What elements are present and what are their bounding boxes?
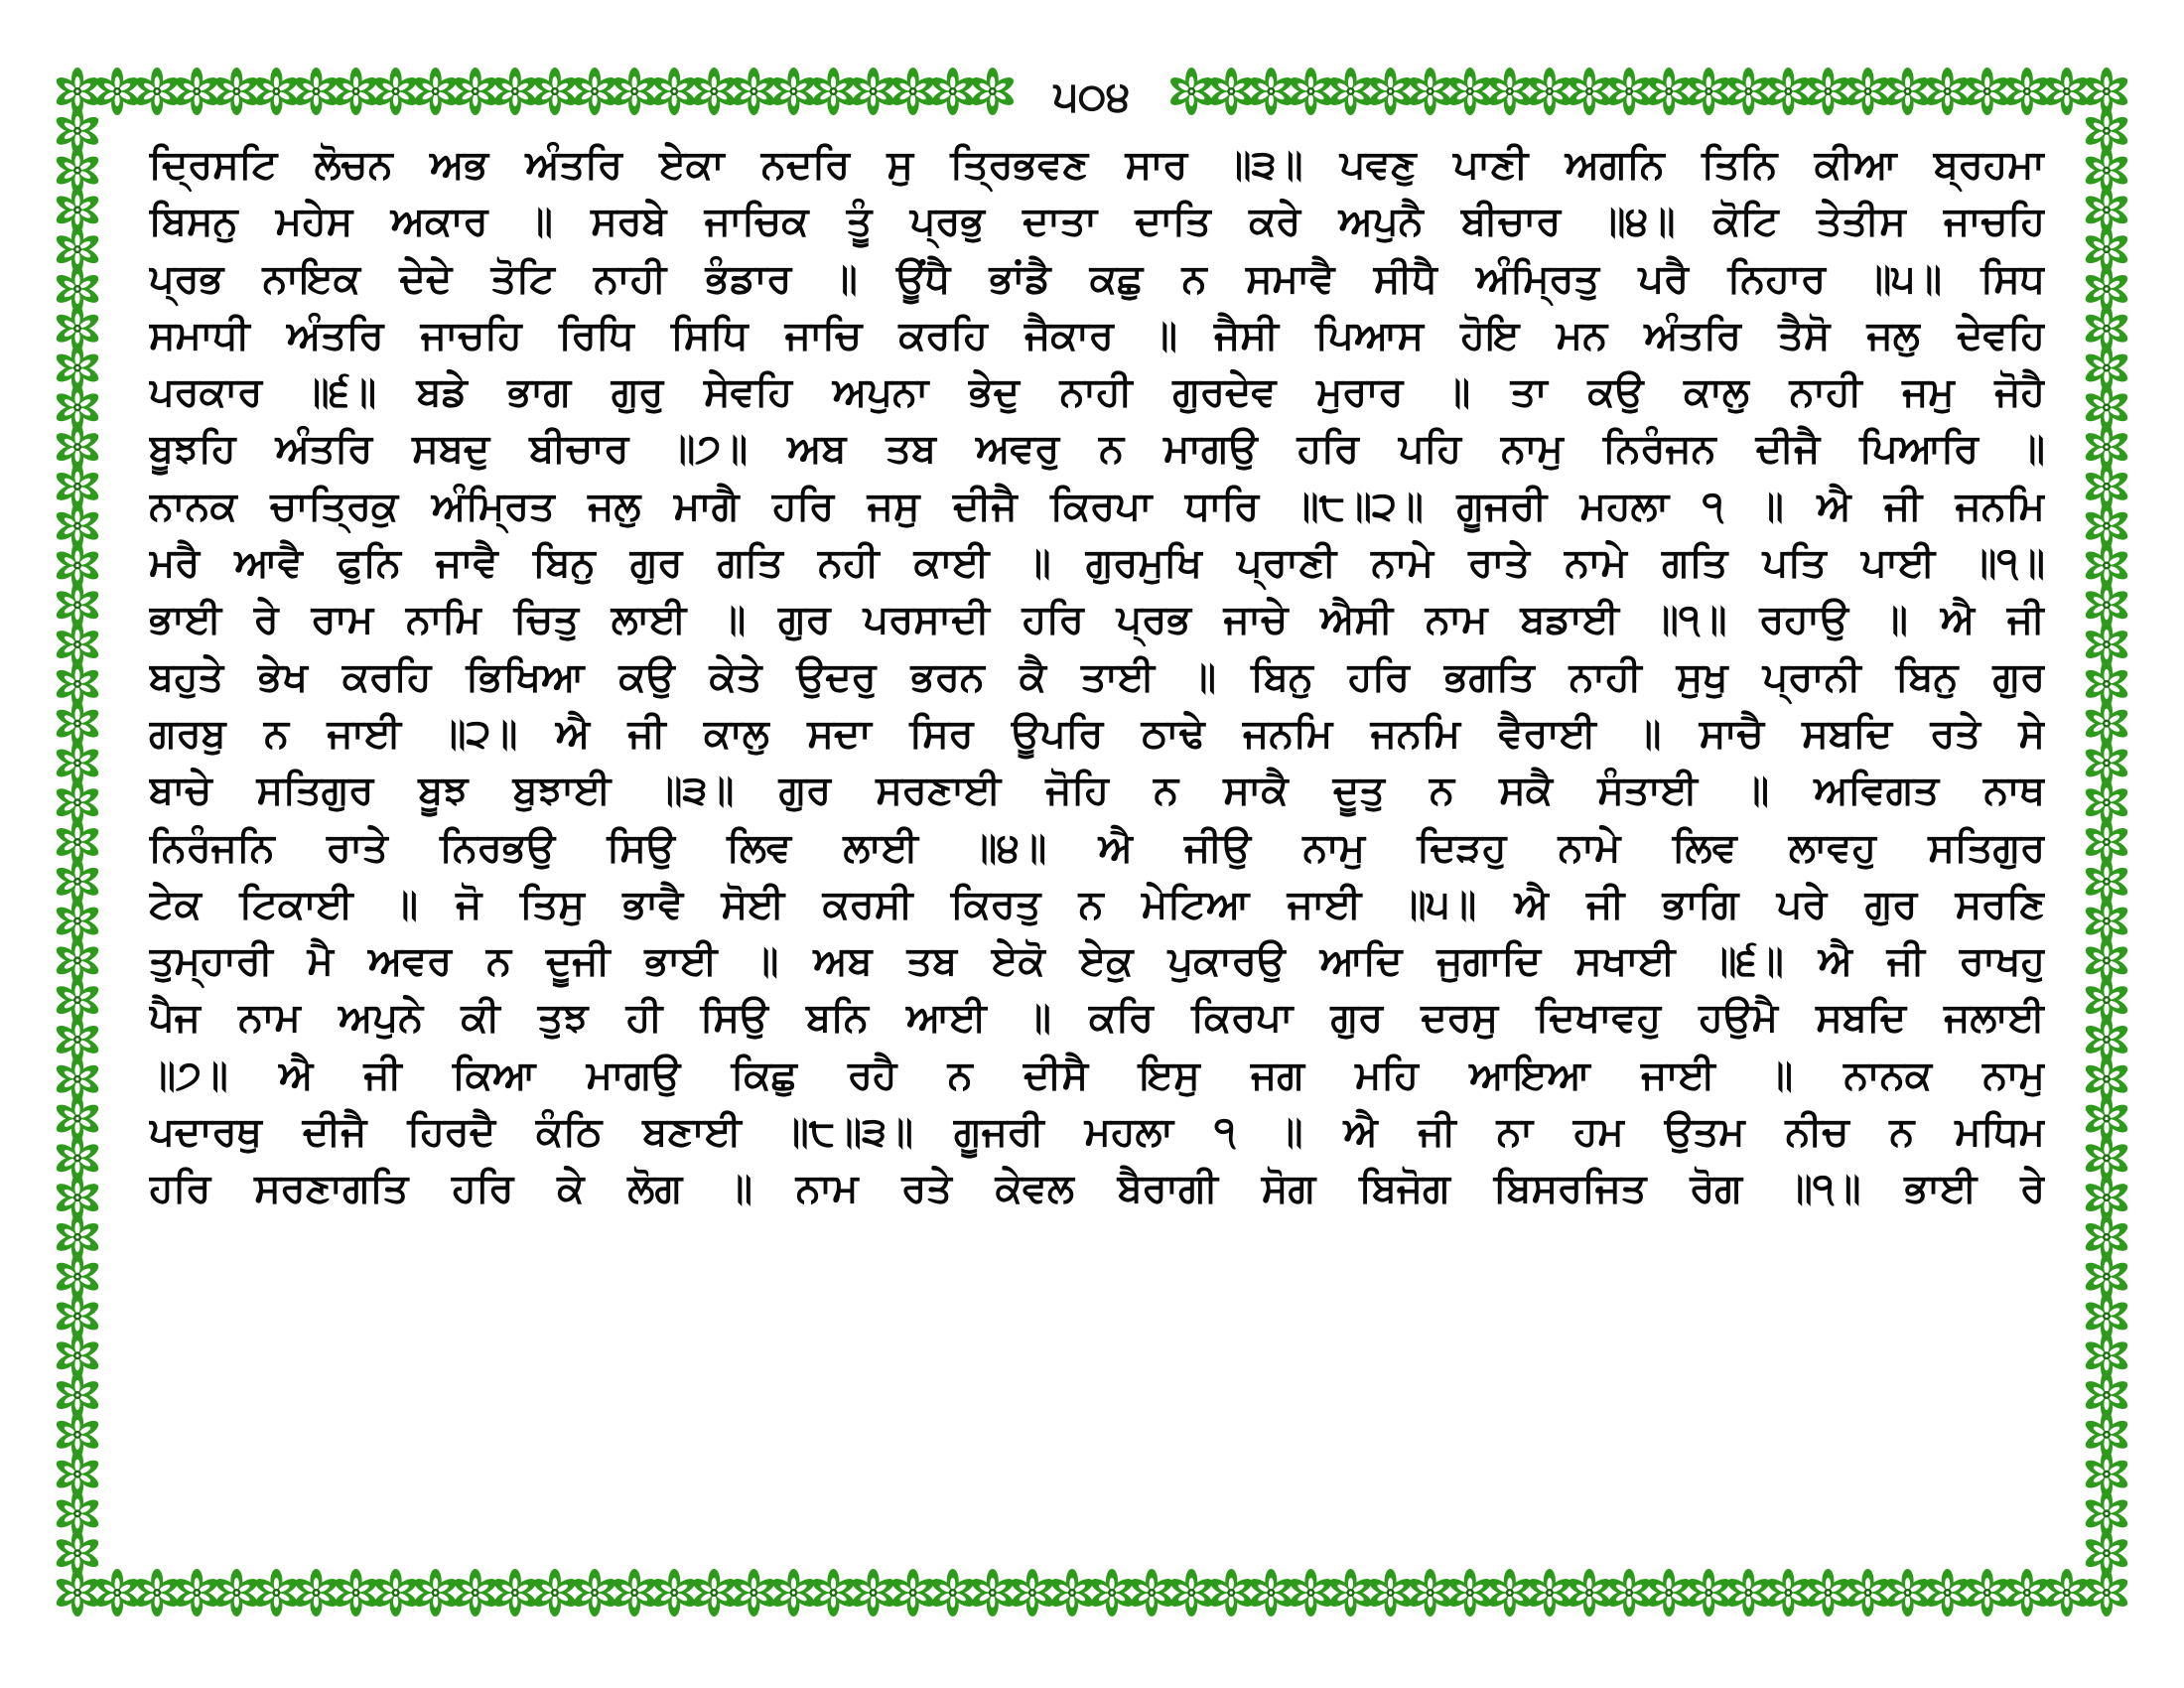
text-line: ਨਿਰੰਜਨਿ ਰਾਤੇ ਨਿਰਭਉ ਸਿਉ ਲਿਵ ਲਾਈ ॥੪॥ ਐ ਜੀਉ ਨਾਮੁ ਦਿੜਹੁ ਨਾਮੇ ਲਿਵ ਲਾਵਹੁ ਸਤਿਗੁਰ [149, 824, 2045, 871]
flower-icon [1645, 68, 1693, 115]
flower-icon [1844, 1569, 1892, 1617]
text-line: ॥੭॥ ਐ ਜੀ ਕਿਆ ਮਾਗਉ ਕਿਛੁ ਰਹੈ ਨ ਦੀਸੈ ਇਸੁ ਜਗ ਮਹਿ ਆਇਆ ਜਾਈ ॥ ਨਾਨਕ ਨਾਮੁ [149, 1052, 2045, 1098]
gurbani-text [149, 137, 2045, 1218]
flower-icon [770, 68, 818, 115]
flower-icon [173, 1569, 220, 1617]
flower-icon [1248, 1569, 1296, 1617]
text-line: ਪਰਕਾਰ ॥੬॥ ਬਡੇ ਭਾਗ ਗੁਰੁ ਸੇਵਹਿ ਅਪੁਨਾ ਭੇਦੁ ਨਾਹੀ ਗੁਰਦੇਵ ਮੁਰਾਰ ॥ ਤਾ ਕਉ ਕਾਲੁ ਨਾਹੀ ਜਮੁ ਜੋਹੈ [149, 369, 2045, 416]
flower-icon [412, 1569, 460, 1617]
flower-icon [1526, 68, 1573, 115]
text-line: ਟੇਕ ਟਿਕਾਈ ॥ ਜੋ ਤਿਸੁ ਭਾਵੈ ਸੋਈ ਕਰਸੀ ਕਿਰਤੁ ਨ ਮੇਟਿਆ ਜਾਈ ॥੫॥ ਐ ਜੀ ਭਾਗਿ ਪਰੇ ਗੁਰ ਸਰਣਿ [149, 881, 2045, 927]
flower-icon [1128, 1569, 1175, 1617]
text-line: ਪੈਜ ਨਾਮ ਅਪੁਨੇ ਕੀ ਤੁਝ ਹੀ ਸਿਉ ਬਨਿ ਆਈ ॥ ਕਰਿ ਕਿਰਪਾ ਗੁਰ ਦਰਸੁ ਦਿਖਾਵਹੁ ਹਉਮੈ ਸਬਦਿ ਜਲਾਈ [149, 995, 2045, 1042]
flower-icon [1327, 68, 1375, 115]
text-line: ਦ੍ਰਿਸਟਿ ਲੋਚਨ ਅਭ ਅੰਤਰਿ ਏਕਾ ਨਦਰਿ ਸੁ ਤ੍ਰਿਭਵਣ ਸਾਰ ॥੩॥ ਪਵਣੁ ਪਾਣੀ ਅਗਨਿ ਤਿਨਿ ਕੀਆ ਬ੍ਰਹਮਾ [149, 142, 2045, 188]
text-line: ਪਦਾਰਥੁ ਦੀਜੈ ਹਿਰਦੈ ਕੰਠਿ ਬਣਾਈ ॥੮॥੩॥ ਗੂਜਰੀ ਮਹਲਾ ੧ ॥ ਐ ਜੀ ਨਾ ਹਮ ਉਤਮ ਨੀਚ ਨ ਮਧਿਮ [149, 1109, 2045, 1156]
flower-icon [1765, 68, 1813, 115]
flower-icon [889, 68, 937, 115]
flower-icon [1288, 68, 1335, 115]
flower-icon [810, 68, 858, 115]
flower-icon [770, 1569, 818, 1617]
flower-icon [611, 1569, 658, 1617]
text-line: ਤੁਮ੍ਹਾਰੀ ਮੈ ਅਵਰ ਨ ਦੂਜੀ ਭਾਈ ॥ ਅਬ ਤਬ ਏਕੋ ਏਕੁ ਪੁਕਾਰਉ ਆਦਿ ਜੁਗਾਦਿ ਸਖਾਈ ॥੬॥ ਐ ਜੀ ਰਾਖਹੁ [149, 938, 2045, 985]
flower-icon [1725, 1569, 1773, 1617]
flower-icon [1367, 1569, 1415, 1617]
flower-icon [1486, 1569, 1534, 1617]
flower-icon [1446, 68, 1494, 115]
text-line: ਨਾਨਕ ਚਾਤ੍ਰਿਕੁ ਅੰਮ੍ਰਿਤ ਜਲੁ ਮਾਗੈ ਹਰਿ ਜਸੁ ਦੀਜੈ ਕਿਰਪਾ ਧਾਰਿ ॥੮॥੨॥ ਗੂਜਰੀ ਮਹਲਾ ੧ ॥ ਐ ਜੀ ਜਨਮਿ [149, 483, 2045, 529]
flower-icon [133, 1569, 181, 1617]
text-line: ਮਰੈ ਆਵੈ ਫੁਨਿ ਜਾਵੈ ਬਿਨੁ ਗੁਰ ਗਤਿ ਨਹੀ ਕਾਈ ॥ ਗੁਰਮੁਖਿ ਪ੍ਰਾਣੀ ਨਾਮੇ ਰਾਤੇ ਨਾਮੇ ਗਤਿ ਪਤਿ ਪਾਈ ॥੧॥ [149, 540, 2045, 587]
flower-icon [1207, 1569, 1255, 1617]
flower-icon [1288, 1569, 1335, 1617]
flower-icon [650, 68, 698, 115]
flower-icon [531, 68, 579, 115]
text-line: ਭਾਈ ਰੇ ਰਾਮ ਨਾਮਿ ਚਿਤੁ ਲਾਈ ॥ ਗੁਰ ਪਰਸਾਦੀ ਹਰਿ ਪ੍ਰਭ ਜਾਚੇ ਐਸੀ ਨਾਮ ਬਡਾਈ ॥੧॥ ਰਹਾਉ ॥ ਐ ਜੀ [149, 597, 2045, 643]
text-line: ਸਮਾਧੀ ਅੰਤਰਿ ਜਾਚਹਿ ਰਿਧਿ ਸਿਧਿ ਜਾਚਿ ਕਰਹਿ ਜੈਕਾਰ ॥ ਜੈਸੀ ਪਿਆਸ ਹੋਇ ਮਨ ਅੰਤਰਿ ਤੈਸੋ ਜਲੁ ਦੇਵਹਿ [149, 312, 2045, 358]
flower-icon [1446, 1569, 1494, 1617]
flower-icon [1407, 1569, 1454, 1617]
flower-icon [731, 68, 778, 115]
flower-icon [372, 68, 420, 115]
flower-icon [452, 68, 499, 115]
flower-icon [1167, 1569, 1215, 1617]
flower-icon [889, 1569, 937, 1617]
text-line: ਪ੍ਰਭ ਨਾਇਕ ਦੇਦੇ ਤੋਟਿ ਨਾਹੀ ਭੰਡਾਰ ॥ ਊਂਧੈ ਭਾਂਡੈ ਕਛੁ ਨ ਸਮਾਵੈ ਸੀਧੈ ਅੰਮ੍ਰਿਤੁ ਪਰੈ ਨਿਹਾਰ ॥੫॥ ਸਿਧ [149, 255, 2045, 302]
flower-icon [253, 68, 301, 115]
flower-icon [2043, 68, 2091, 115]
flower-icon [1924, 1569, 1972, 1617]
flower-icon [213, 1569, 261, 1617]
flower-icon [969, 1569, 1017, 1617]
flower-icon [173, 68, 220, 115]
flower-icon [929, 1569, 977, 1617]
text-line: ਬਹੁਤੇ ਭੇਖ ਕਰਹਿ ਭਿਖਿਆ ਕਉ ਕੇਤੇ ਉਦਰੁ ਭਰਨ ਕੈ ਤਾਈ ॥ ਬਿਨੁ ਹਰਿ ਭਗਤਿ ਨਾਹੀ ਸੁਖੁ ਪ੍ਰਾਨੀ ਬਿਨੁ ਗੁਰ [149, 653, 2045, 700]
flower-icon [1645, 1569, 1693, 1617]
flower-icon [54, 1529, 101, 1577]
flower-icon [412, 68, 460, 115]
flower-icon [93, 1569, 141, 1617]
flower-icon [93, 68, 141, 115]
flower-icon [253, 1569, 301, 1617]
flower-icon [1605, 1569, 1653, 1617]
page-number: ੫੦੪ [1032, 62, 1152, 131]
text-line: ਬਿਸਨੁ ਮਹੇਸ ਅਕਾਰ ॥ ਸਰਬੇ ਜਾਚਿਕ ਤੂੰ ਪ੍ਰਭੁ ਦਾਤਾ ਦਾਤਿ ਕਰੇ ਅਪੁਨੈ ਬੀਚਾਰ ॥੪॥ ਕੋਟਿ ਤੇਤੀਸ ਜਾਚਹਿ [149, 199, 2045, 245]
flower-icon [1805, 1569, 1852, 1617]
flower-icon [293, 68, 341, 115]
flower-icon [731, 1569, 778, 1617]
flower-icon [850, 1569, 897, 1617]
flower-icon [133, 68, 181, 115]
flower-icon [1327, 1569, 1375, 1617]
flower-icon [1207, 68, 1255, 115]
flower-icon [452, 1569, 499, 1617]
flower-icon [1884, 1569, 1932, 1617]
flower-icon [1167, 68, 1215, 115]
flower-icon [2043, 1569, 2091, 1617]
flower-icon [1725, 68, 1773, 115]
flower-icon [1685, 68, 1732, 115]
flower-icon [1009, 1569, 1056, 1617]
flower-icon [929, 68, 977, 115]
flower-icon [1367, 68, 1415, 115]
flower-icon [571, 68, 618, 115]
flower-icon [1605, 68, 1653, 115]
flower-icon [491, 68, 539, 115]
flower-icon [531, 1569, 579, 1617]
flower-icon [1685, 1569, 1732, 1617]
flower-icon [690, 1569, 738, 1617]
flower-icon [1526, 1569, 1573, 1617]
flower-icon [1924, 68, 1972, 115]
flower-icon [1248, 68, 1296, 115]
flower-icon [372, 1569, 420, 1617]
flower-icon [810, 1569, 858, 1617]
flower-icon [333, 68, 380, 115]
flower-icon [1844, 68, 1892, 115]
flower-icon [1805, 68, 1852, 115]
flower-icon [1964, 68, 2011, 115]
text-line: ਗਰਬੁ ਨ ਜਾਈ ॥੨॥ ਐ ਜੀ ਕਾਲੁ ਸਦਾ ਸਿਰ ਊਪਰਿ ਠਾਢੇ ਜਨਮਿ ਜਨਮਿ ਵੈਰਾਈ ॥ ਸਾਚੈ ਸਬਦਿ ਰਤੇ ਸੇ [149, 710, 2045, 757]
flower-icon [2003, 68, 2051, 115]
flower-icon [213, 68, 261, 115]
flower-icon [1048, 1569, 1096, 1617]
flower-icon [850, 68, 897, 115]
flower-icon [969, 68, 1017, 115]
flower-icon [611, 68, 658, 115]
flower-icon [1964, 1569, 2011, 1617]
text-line: ਬਾਚੇ ਸਤਿਗੁਰ ਬੂਝ ਬੁਝਾਈ ॥੩॥ ਗੁਰ ਸਰਣਾਈ ਜੋਹਿ ਨ ਸਾਕੈ ਦੂਤੁ ਨ ਸਕੈ ਸੰਤਾਈ ॥ ਅਵਿਗਤ ਨਾਥ [149, 768, 2045, 814]
flower-icon [1566, 68, 1613, 115]
flower-icon [333, 1569, 380, 1617]
flower-icon [491, 1569, 539, 1617]
flower-icon [1486, 68, 1534, 115]
flower-icon [1407, 68, 1454, 115]
flower-icon [1566, 1569, 1613, 1617]
flower-icon [650, 1569, 698, 1617]
flower-icon [571, 1569, 618, 1617]
flower-icon [1765, 1569, 1813, 1617]
text-line: ਹਰਿ ਸਰਣਾਗਤਿ ਹਰਿ ਕੇ ਲੋਗ ॥ ਨਾਮ ਰਤੇ ਕੇਵਲ ਬੈਰਾਗੀ ਸੋਗ ਬਿਜੋਗ ਬਿਸਰਜਿਤ ਰੋਗ ॥੧॥ ਭਾਈ ਰੇ [149, 1166, 2045, 1212]
flower-icon [690, 68, 738, 115]
flower-icon [1884, 68, 1932, 115]
flower-icon [293, 1569, 341, 1617]
flower-icon [2083, 1529, 2130, 1577]
flower-icon [1088, 1569, 1136, 1617]
flower-icon [2003, 1569, 2051, 1617]
text-line: ਬੂਝਹਿ ਅੰਤਰਿ ਸਬਦੁ ਬੀਚਾਰ ॥੭॥ ਅਬ ਤਬ ਅਵਰੁ ਨ ਮਾਗਉ ਹਰਿ ਪਹਿ ਨਾਮੁ ਨਿਰੰਜਨ ਦੀਜੈ ਪਿਆਰਿ ॥ [149, 426, 2045, 473]
